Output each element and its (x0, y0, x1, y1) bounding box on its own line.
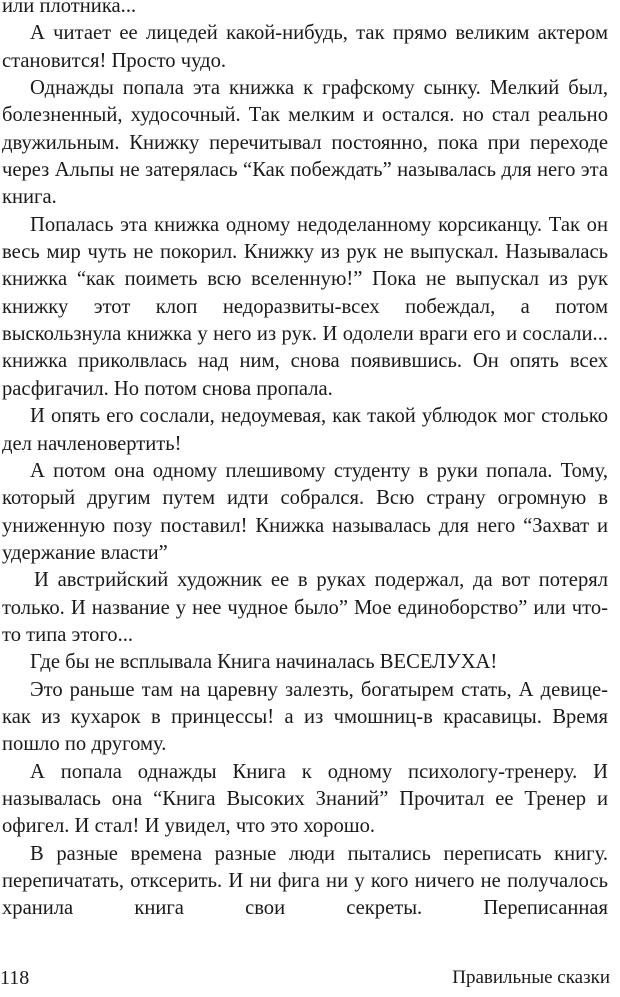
paragraph: или плотника... (2, 0, 137, 17)
paragraph: А потом она одному плешивому студенту в руки попала. Тому, который другим путем идти собрался. Всю страну огромную в униженную позу поставил! Книжка называлась для него “Захват и удержание власти” (2, 459, 608, 564)
paragraph: В разные времена разные люди пытались переписать книгу. перепичатать, отксерить. И ни фига ни у кого ничего не получалось хранила книга свои секреты. Переписанная (2, 842, 608, 920)
body-text (2, 0, 608, 923)
paragraph: И австрийский художник ее в руках подержал, да вот потерял только. И название у нее чудное было” Мое единоборство” или что-то типа этого... (2, 569, 608, 646)
paragraph: А попала однажды Книга к одному психологу-тренеру. И называлась она “Книга Высоких Знаний” Прочитал ее Тренер и офигел. И стал! И увидел, что это хорошо. (2, 760, 608, 838)
paragraph: Однажды попала эта книжка к графскому сынку. Мелкий был, болезненный, худосочный. Так мелким и остался. но стал реально двужильным. Книжку перечитывал постоянно, пока при переходе через Альпы не затерялась “Как побеждать” называлась для него эта книга. (2, 77, 608, 209)
page-footer (0, 966, 620, 992)
paragraph: Где бы не всплывала Книга начиналась ВЕСЕЛУХА! (30, 651, 498, 674)
page-number: 118 (0, 967, 30, 989)
paragraph: И опять его сослали, недоумевая, как такой ублюдок мог столько дел начленовертить! (2, 405, 608, 455)
running-title: Правильные сказки (452, 967, 610, 988)
paragraph: А читает ее лицедей какой-нибудь, так прямо великим актером становится! Просто чудо. (2, 22, 608, 72)
paragraph: Попалась эта книжка одному недоделанному корсиканцу. Так он весь мир чуть не покорил. Книжку из рук не выпускал. Называлась книжка “как поиметь всю вселенную!” Пока не выпускал из рук книжку этот клоп недоразвиты-всех побеждал, а потом выскользнула книжка у него из рук. И одолели враги его и сослали... книжка приколвлась над ним, снова появившись. Он опять всех расфигачил. Но потом снова пропала. (2, 213, 608, 400)
paragraph: Это раньше там на царевну залезть, богатырем стать, А девице-как из кухарок в принцессы! а из чмошниц-в красавицы. Время пошло по другому. (2, 678, 608, 756)
